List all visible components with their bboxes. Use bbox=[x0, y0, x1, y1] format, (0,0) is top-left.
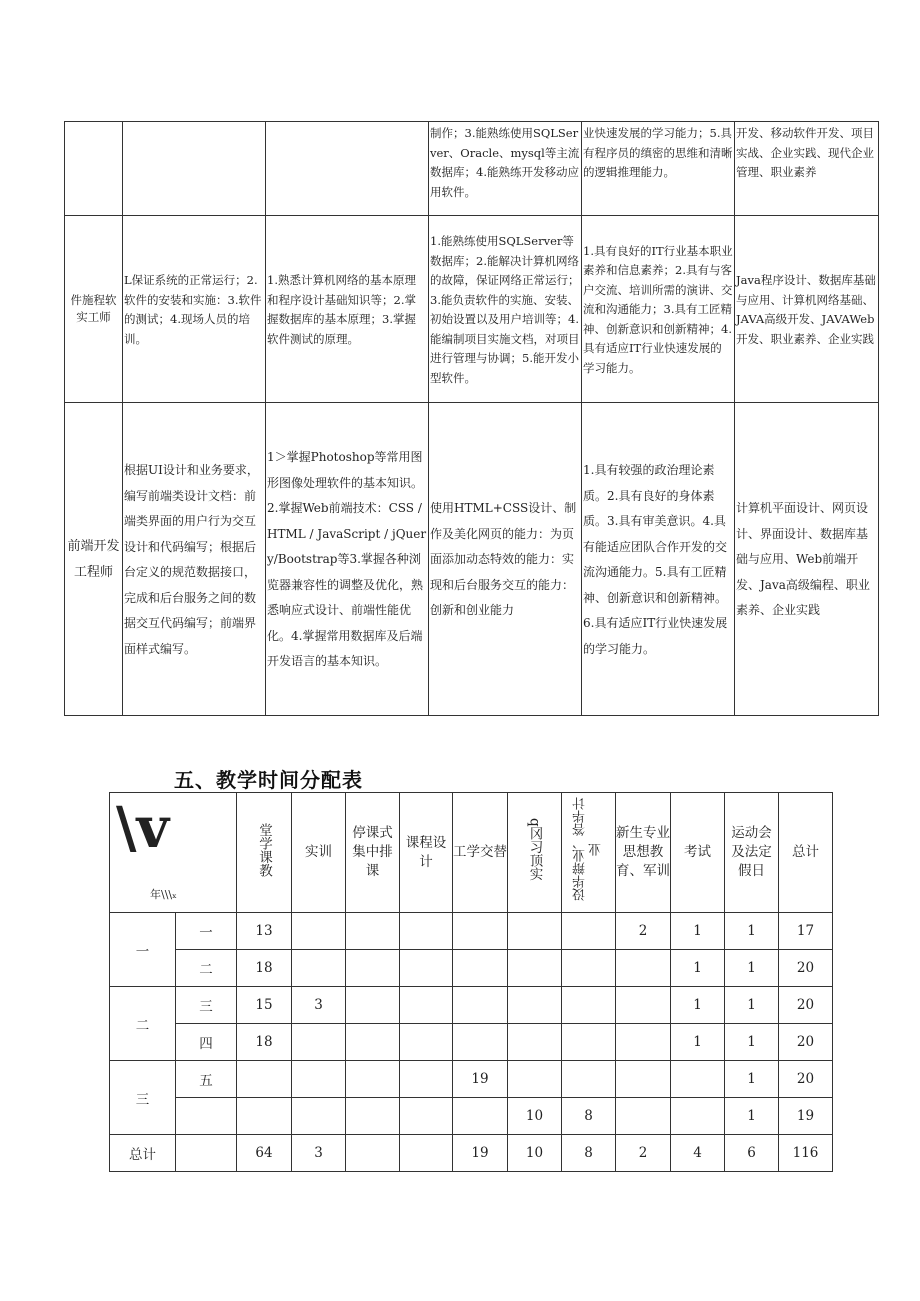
value-cell bbox=[346, 913, 400, 950]
total-cell bbox=[346, 1135, 400, 1172]
section-title: 五、教学时间分配表 bbox=[174, 768, 363, 792]
table-row bbox=[110, 987, 833, 1024]
value-cell: 1 bbox=[725, 1098, 779, 1135]
value-cell bbox=[292, 1098, 346, 1135]
value-cell bbox=[616, 950, 671, 987]
table-row bbox=[110, 1061, 833, 1098]
corner-big-text: \v bbox=[116, 795, 169, 861]
term-cell: 二 bbox=[176, 950, 237, 987]
duties-cell: L保证系统的正常运行；2.软件的安装和实施：3.软件的测试；4.现场人员的培训。 bbox=[123, 216, 266, 403]
table-row bbox=[110, 1098, 833, 1135]
value-cell: 1 bbox=[725, 1061, 779, 1098]
value-cell bbox=[508, 1024, 562, 1061]
header-cell: 新生专业思想教育、军训 bbox=[616, 793, 671, 913]
value-cell: 1 bbox=[725, 987, 779, 1024]
total-cell: 4 bbox=[671, 1135, 725, 1172]
value-cell: 1 bbox=[725, 950, 779, 987]
header-cell: 堂学课教 bbox=[237, 793, 292, 913]
knowledge-cell bbox=[266, 122, 429, 216]
value-cell bbox=[346, 950, 400, 987]
role-cell: 前端开发工程师 bbox=[65, 403, 123, 716]
value-cell: 2 bbox=[616, 913, 671, 950]
value-cell bbox=[616, 987, 671, 1024]
value-cell bbox=[562, 1061, 616, 1098]
duties-cell bbox=[123, 122, 266, 216]
job-requirements-table bbox=[64, 121, 879, 716]
knowledge-cell: 1.熟悉计算机网络的基本原理和程序设计基础知识等；2.掌握数据库的基本原理；3.掌握软件测试的原理。 bbox=[266, 216, 429, 403]
value-cell bbox=[616, 1061, 671, 1098]
value-cell bbox=[453, 1024, 508, 1061]
duties-cell: 根据UI设计和业务要求，编写前端类设计文档：前端类界面的用户行为交互设计和代码编写；根据后台定义的规范数据接口，完成和后台服务之间的数据交互代码编写；前端界面样式编写。 bbox=[123, 403, 266, 716]
value-cell bbox=[508, 913, 562, 950]
quality-cell: 1.具有良好的IT行业基本职业素养和信息素养；2.具有与客户交流、培训所需的演讲、交流和沟通能力；3.具有工匠精神、创新意识和创新精神；4.具有适应IT行业快速发展的学习能力。 bbox=[582, 216, 735, 403]
header-cell: 设毕辩业、答毕计业 bbox=[562, 793, 616, 913]
value-cell bbox=[508, 1061, 562, 1098]
ability-cell: 制作；3.能熟练使用SQLServer、Oracle、mysql等主流数据库；4.能熟练开发移动应用软件。 bbox=[429, 122, 582, 216]
value-cell bbox=[292, 1061, 346, 1098]
knowledge-cell: 1＞掌握Photoshop等常用图形图像处理软件的基本知识。2.掌握Web前端技术：CSS / HTML / JavaScript / jQuery/Bootstrap等3.掌握各种浏览器兼容性的调整及优化，熟悉响应式设计、前端性能优化。4.掌握常用数据库及后端开发语言的基本知识。 bbox=[266, 403, 429, 716]
value-cell bbox=[562, 987, 616, 1024]
value-cell bbox=[346, 1024, 400, 1061]
value-cell bbox=[346, 1098, 400, 1135]
header-cell: 总计 bbox=[779, 793, 833, 913]
table-row bbox=[110, 1024, 833, 1061]
value-cell bbox=[616, 1024, 671, 1061]
value-cell: 19 bbox=[779, 1098, 833, 1135]
value-cell bbox=[562, 950, 616, 987]
term-cell: 四 bbox=[176, 1024, 237, 1061]
value-cell bbox=[453, 987, 508, 1024]
value-cell: 18 bbox=[237, 1024, 292, 1061]
ability-cell: 使用HTML+CSS设计、制作及美化网页的能力：为页面添加动态特效的能力：实现和后台服务交互的能力：创新和创业能力 bbox=[429, 403, 582, 716]
value-cell bbox=[346, 1061, 400, 1098]
year-cell: 二 bbox=[110, 987, 176, 1061]
value-cell bbox=[508, 987, 562, 1024]
value-cell: 1 bbox=[725, 913, 779, 950]
total-cell bbox=[400, 1135, 453, 1172]
value-cell bbox=[400, 1024, 453, 1061]
total-cell: 10 bbox=[508, 1135, 562, 1172]
value-cell: 19 bbox=[453, 1061, 508, 1098]
value-cell: 3 bbox=[292, 987, 346, 1024]
role-cell bbox=[65, 122, 123, 216]
value-cell bbox=[508, 950, 562, 987]
quality-cell: 业快速发展的学习能力；5.具有程序员的缜密的思维和清晰的逻辑推理能力。 bbox=[582, 122, 735, 216]
header-cell: 课程设计 bbox=[400, 793, 453, 913]
value-cell bbox=[453, 913, 508, 950]
table-row bbox=[65, 216, 879, 403]
term-cell bbox=[176, 1098, 237, 1135]
value-cell: 1 bbox=[671, 1024, 725, 1061]
value-cell: 20 bbox=[779, 987, 833, 1024]
value-cell bbox=[671, 1061, 725, 1098]
value-cell bbox=[237, 1061, 292, 1098]
table-row bbox=[110, 950, 833, 987]
value-cell bbox=[671, 1098, 725, 1135]
total-cell: 3 bbox=[292, 1135, 346, 1172]
value-cell bbox=[562, 1024, 616, 1061]
total-cell: 2 bbox=[616, 1135, 671, 1172]
header-cell: 工学交替 bbox=[453, 793, 508, 913]
value-cell bbox=[453, 950, 508, 987]
corner-cell bbox=[110, 793, 237, 913]
value-cell: 17 bbox=[779, 913, 833, 950]
value-cell: 20 bbox=[779, 1061, 833, 1098]
value-cell bbox=[400, 950, 453, 987]
corner-small-text: 年\\\ₓ bbox=[150, 888, 177, 901]
value-cell: 8 bbox=[562, 1098, 616, 1135]
value-cell bbox=[453, 1098, 508, 1135]
total-label: 总计 bbox=[110, 1135, 176, 1172]
value-cell bbox=[292, 950, 346, 987]
header-cell: 停课式集中排课 bbox=[346, 793, 400, 913]
value-cell bbox=[400, 1061, 453, 1098]
value-cell bbox=[292, 913, 346, 950]
term-cell bbox=[176, 1135, 237, 1172]
value-cell: 20 bbox=[779, 1024, 833, 1061]
value-cell: 1 bbox=[671, 913, 725, 950]
header-cell: 考试 bbox=[671, 793, 725, 913]
teaching-time-table bbox=[109, 792, 833, 1172]
value-cell bbox=[616, 1098, 671, 1135]
table-row bbox=[65, 403, 879, 716]
value-cell: 18 bbox=[237, 950, 292, 987]
total-cell: 19 bbox=[453, 1135, 508, 1172]
header-cell: 运动会及法定假日 bbox=[725, 793, 779, 913]
total-cell: 64 bbox=[237, 1135, 292, 1172]
term-cell: 一 bbox=[176, 913, 237, 950]
term-cell: 三 bbox=[176, 987, 237, 1024]
value-cell: 1 bbox=[671, 987, 725, 1024]
total-row bbox=[110, 1135, 833, 1172]
value-cell: 13 bbox=[237, 913, 292, 950]
value-cell bbox=[400, 1098, 453, 1135]
term-cell: 五 bbox=[176, 1061, 237, 1098]
table-row bbox=[110, 913, 833, 950]
value-cell bbox=[292, 1024, 346, 1061]
value-cell: 1 bbox=[725, 1024, 779, 1061]
total-cell: 8 bbox=[562, 1135, 616, 1172]
year-cell: 三 bbox=[110, 1061, 176, 1135]
total-cell: 6 bbox=[725, 1135, 779, 1172]
value-cell bbox=[400, 987, 453, 1024]
header-cell: q冈习顶实 bbox=[508, 793, 562, 913]
quality-cell: 1.具有较强的政治理论素质。2.具有良好的身体素质。3.具有审美意识。4.具有能适应团队合作开发的交流沟通能力。5.具有工匠精神、创新意识和创新精神。6.具有适应IT行业快速发展的学习能力。 bbox=[582, 403, 735, 716]
table-row bbox=[65, 122, 879, 216]
year-cell: 一 bbox=[110, 913, 176, 987]
value-cell: 15 bbox=[237, 987, 292, 1024]
total-cell: 116 bbox=[779, 1135, 833, 1172]
value-cell: 1 bbox=[671, 950, 725, 987]
ability-cell: 1.能熟练使用SQLServer等数据库；2.能解决计算机网络的故障，保证网络正常运行；3.能负责软件的实施、安装、初始设置以及用户培训等；4.能编制项目实施文档，对项目进行管理与协调；5.能开发小型软件。 bbox=[429, 216, 582, 403]
courses-cell: Java程序设计、数据库基础与应用、计算机网络基础、JAVA高级开发、JAVAWeb开发、职业素养、企业实践 bbox=[735, 216, 879, 403]
value-cell: 20 bbox=[779, 950, 833, 987]
value-cell bbox=[346, 987, 400, 1024]
courses-cell: 计算机平面设计、网页设计、界面设计、数据库基础与应用、Web前端开发、Java高级编程、职业素养、企业实践 bbox=[735, 403, 879, 716]
courses-cell: 开发、移动软件开发、项目实战、企业实践、现代企业管理、职业素养 bbox=[735, 122, 879, 216]
role-cell: 件施程软实工师 bbox=[65, 216, 123, 403]
header-cell: 实训 bbox=[292, 793, 346, 913]
value-cell: 10 bbox=[508, 1098, 562, 1135]
value-cell bbox=[400, 913, 453, 950]
value-cell bbox=[237, 1098, 292, 1135]
header-row bbox=[110, 793, 833, 913]
value-cell bbox=[562, 913, 616, 950]
